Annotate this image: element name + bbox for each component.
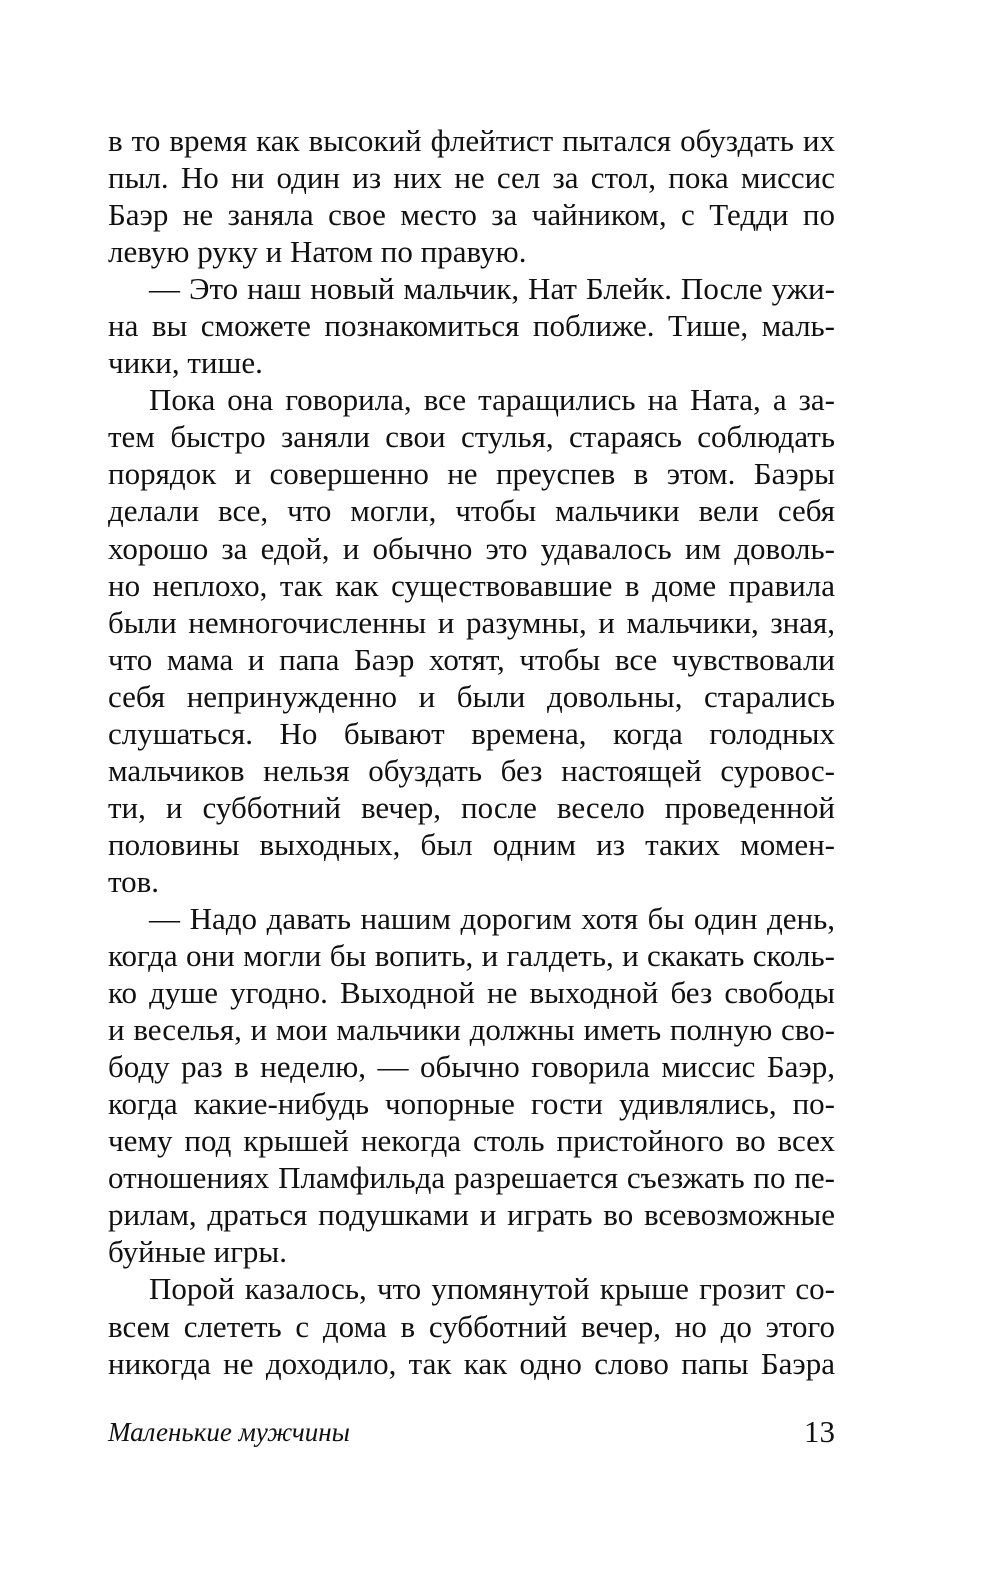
running-title: Маленькие мужчины xyxy=(108,1417,350,1447)
text-line: — Это наш новый мальчик, Нат Блейк. После ужи- xyxy=(149,271,835,307)
text-line: себя непринужденно и были довольны, старались xyxy=(108,678,835,714)
text-line: когда они могли бы вопить, и галдеть, и скакать сколь- xyxy=(108,938,835,974)
text-line: никогда не доходило, так как одно слово папы Баэра xyxy=(108,1345,835,1381)
page-footer xyxy=(108,1412,835,1452)
text-line: чики, тише. xyxy=(108,345,263,381)
text-line: — Надо давать нашим дорогим хотя бы один день, xyxy=(149,900,835,936)
body-text xyxy=(108,122,835,1382)
text-line: Порой казалось, что упомянутой крыше грозит со- xyxy=(149,1271,835,1307)
text-line: буйные игры. xyxy=(108,1234,287,1270)
text-line: порядок и совершенно не преуспев в этом. Баэры xyxy=(108,456,835,492)
text-line: мальчиков нельзя обуздать без настоящей суровос- xyxy=(108,752,835,788)
text-line: но неплохо, так как существовавшие в доме правила xyxy=(108,567,835,603)
text-line: половины выходных, был одним из таких момен- xyxy=(108,826,835,862)
text-line: Пока она говорила, все таращились на Ната, а за- xyxy=(149,382,835,418)
text-line: всем слететь с дома в субботний вечер, но до этого xyxy=(108,1308,835,1344)
text-line: хорошо за едой, и обычно это удавалось им доволь- xyxy=(108,530,835,566)
text-line: боду раз в неделю, — обычно говорила миссис Баэр, xyxy=(108,1049,835,1085)
text-line: и веселья, и мои мальчики должны иметь полную сво- xyxy=(108,1012,835,1048)
text-line: тем быстро заняли свои стулья, стараясь соблюдать xyxy=(108,419,835,455)
text-line: делали все, что могли, чтобы мальчики вели себя xyxy=(108,493,835,529)
text-line: ко душе угодно. Выходной не выходной без свободы xyxy=(108,975,835,1011)
text-line: левую руку и Натом по правую. xyxy=(108,234,527,270)
text-line: слушаться. Но бывают времена, когда голодных xyxy=(108,715,835,751)
text-line: были немногочисленны и разумны, и мальчики, зная, xyxy=(108,604,835,640)
text-line: когда какие-нибудь чопорные гости удивлялись, по- xyxy=(108,1086,835,1122)
text-line: ти, и субботний вечер, после весело проведенной xyxy=(108,789,835,825)
text-line: рилам, драться подушками и играть во всевозможные xyxy=(108,1197,835,1233)
text-line: пыл. Но ни один из них не сел за стол, пока миссис xyxy=(108,160,835,196)
text-line: что мама и папа Баэр хотят, чтобы все чувствовали xyxy=(108,641,835,677)
text-line: отношениях Пламфильда разрешается съезжать по пе- xyxy=(108,1160,835,1196)
text-line: на вы сможете познакомиться поближе. Тише, маль- xyxy=(108,308,835,344)
page-number: 13 xyxy=(804,1414,835,1449)
text-line: в то время как высокий флейтист пытался обуздать их xyxy=(108,123,835,158)
text-line: тов. xyxy=(108,863,160,899)
text-line: чему под крышей некогда столь пристойного во всех xyxy=(108,1123,835,1159)
text-line: Баэр не заняла свое место за чайником, с Тедди по xyxy=(108,197,835,233)
